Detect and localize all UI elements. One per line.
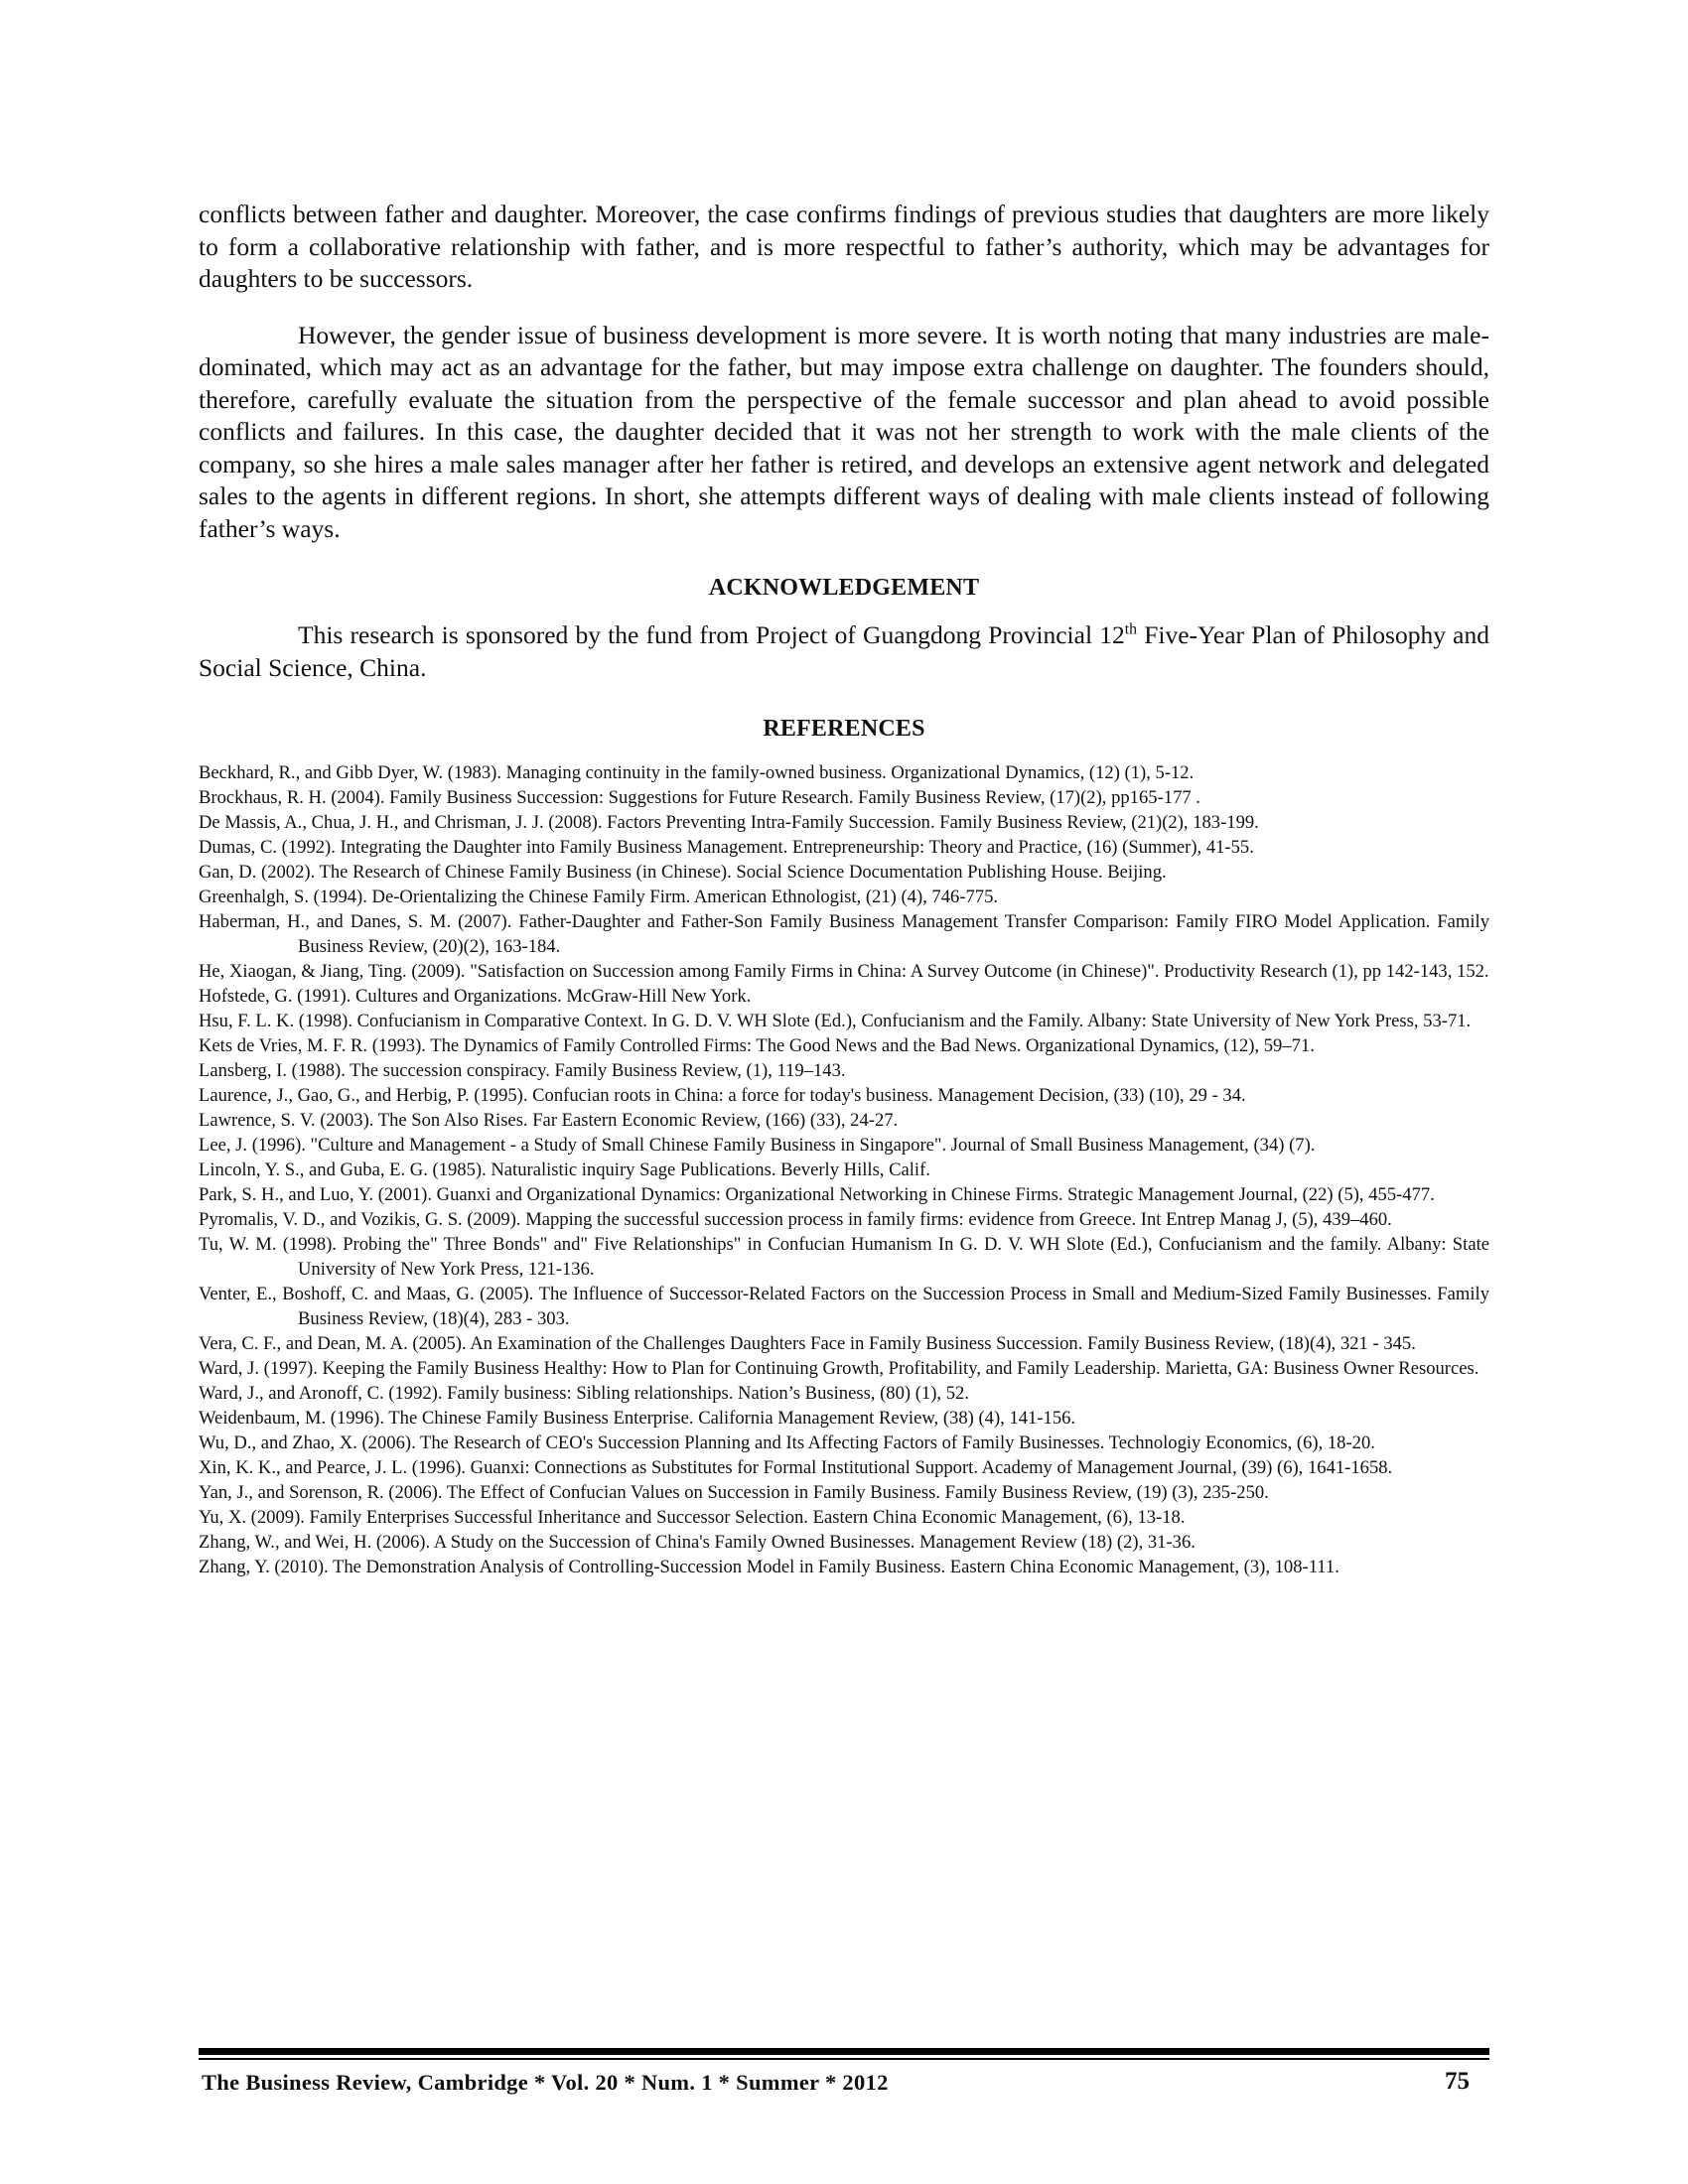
acknowledgement-text-end: Five-Year Plan of Philosophy and Social Science, China.	[199, 620, 1489, 682]
reference-item: Venter, E., Boshoff, C. and Maas, G. (2005). The Influence of Successor-Related Factors on the Succession Process in Small and Medium-Sized Family Businesses. Family Business Review, (18)(4), 283 - 303.	[199, 1284, 1489, 1329]
acknowledgement-heading: ACKNOWLEDGEMENT	[708, 575, 980, 601]
ordinal-superscript: th	[1124, 620, 1138, 638]
reference-item: Greenhalgh, S. (1994). De-Orientalizing the Chinese Family Firm. American Ethnologist, (21) (4), 746-775.	[199, 887, 999, 907]
reference-item: Hsu, F. L. K. (1998). Confucianism in Comparative Context. In G. D. V. WH Slote (Ed.), Confucianism and the Family. Albany: State University of New York Press, 53-71.	[199, 1011, 1472, 1031]
footer-rule	[199, 2048, 1489, 2055]
reference-item: Vera, C. F., and Dean, M. A. (2005). An Examination of the Challenges Daughters Face in Family Business Succession. Family Business Review, (18)(4), 321 - 345.	[199, 1333, 1416, 1354]
reference-item: Wu, D., and Zhao, X. (2006). The Research of CEO's Succession Planning and Its Affecting Factors of Family Businesses. Technologiy Economics, (6), 18-20.	[199, 1433, 1375, 1453]
references-heading: REFERENCES	[763, 716, 925, 742]
footer-rule-thin	[199, 2058, 1489, 2060]
body-paragraph: conflicts between father and daughter. Moreover, the case confirms findings of previous studies that daughters are more likely to form a collaborative relationship with father, and is more respectful to father’s authority, which may be advantages for daughters to be successors.	[199, 200, 1489, 293]
reference-list	[199, 760, 1489, 1579]
reference-item: Yan, J., and Sorenson, R. (2006). The Effect of Confucian Values on Succession in Family Business. Family Business Review, (19) (3), 235-250.	[199, 1482, 1269, 1503]
reference-item: Lincoln, Y. S., and Guba, E. G. (1985). Naturalistic inquiry Sage Publications. Beverly Hills, Calif.	[199, 1160, 930, 1180]
acknowledgement-text-start: This research is sponsored by the fund from Project of Guangdong Provincial 12	[298, 620, 1125, 649]
page-content	[199, 199, 1489, 1579]
body-paragraph: However, the gender issue of business development is more severe. It is worth noting that many industries are male-dominated, which may act as an advantage for the father, but may impose extra challenge on daughter. The founders should, therefore, carefully evaluate the situation from the perspective of the female successor and plan ahead to avoid possible conflicts and failures. In this case, the daughter decided that it was not her strength to work with the male clients of the company, so she hires a male sales manager after her father is retired, and develops an extensive agent network and delegated sales to the agents in different regions. In short, she attempts different ways of dealing with male clients instead of following father’s ways.	[199, 320, 1489, 543]
reference-item: Kets de Vries, M. F. R. (1993). The Dynamics of Family Controlled Firms: The Good News and the Bad News. Organizational Dynamics, (12), 59–71.	[199, 1035, 1315, 1056]
reference-item: Weidenbaum, M. (1996). The Chinese Family Business Enterprise. California Management Review, (38) (4), 141-156.	[199, 1408, 1076, 1429]
reference-item: He, Xiaogan, & Jiang, Ting. (2009). "Satisfaction on Succession among Family Firms in China: A Survey Outcome (in Chinese)". Productivity Research (1), pp 142-143, 152.	[199, 961, 1489, 982]
reference-item: Ward, J. (1997). Keeping the Family Business Healthy: How to Plan for Continuing Growth, Profitability, and Family Leadership. Marietta, GA: Business Owner Resources.	[199, 1358, 1479, 1379]
reference-item: Lee, J. (1996). "Culture and Management - a Study of Small Chinese Family Business in Singapore". Journal of Small Business Management, (34) (7).	[199, 1135, 1316, 1156]
journal-footer: The Business Review, Cambridge * Vol. 20 * Num. 1 * Summer * 2012	[202, 2070, 889, 2095]
reference-item: Lansberg, I. (1988). The succession conspiracy. Family Business Review, (1), 119–143.	[199, 1060, 846, 1081]
reference-item: Yu, X. (2009). Family Enterprises Successful Inheritance and Successor Selection. Eastern China Economic Management, (6), 13-18.	[199, 1507, 1186, 1528]
reference-item: De Massis, A., Chua, J. H., and Chrisman, J. J. (2008). Factors Preventing Intra-Family Succession. Family Business Review, (21)(2), 183-199.	[199, 812, 1259, 833]
reference-item: Brockhaus, R. H. (2004). Family Business Succession: Suggestions for Future Research. Family Business Review, (17)(2), pp165-177 .	[199, 787, 1200, 808]
acknowledgement-text	[199, 619, 1489, 684]
reference-item: Park, S. H., and Luo, Y. (2001). Guanxi and Organizational Dynamics: Organizational Networking in Chinese Firms. Strategic Management Journal, (22) (5), 455-477.	[199, 1184, 1435, 1205]
reference-item: Pyromalis, V. D., and Vozikis, G. S. (2009). Mapping the successful succession process in family firms: evidence from Greece. Int Entrep Manag J, (5), 439–460.	[199, 1209, 1392, 1230]
reference-item: Zhang, W., and Wei, H. (2006). A Study on the Succession of China's Family Owned Businesses. Management Review (18) (2), 31-36.	[199, 1532, 1196, 1553]
reference-item: Gan, D. (2002). The Research of Chinese Family Business (in Chinese). Social Science Documentation Publishing House. Beijing.	[199, 862, 1167, 883]
reference-item: Hofstede, G. (1991). Cultures and Organizations. McGraw-Hill New York.	[199, 986, 752, 1007]
reference-item: Xin, K. K., and Pearce, J. L. (1996). Guanxi: Connections as Substitutes for Formal Institutional Support. Academy of Management Journal, (39) (6), 1641-1658.	[199, 1457, 1393, 1478]
reference-item: Zhang, Y. (2010). The Demonstration Analysis of Controlling-Succession Model in Family Business. Eastern China Economic Management, (3), 108-111.	[199, 1557, 1339, 1577]
reference-item: Haberman, H., and Danes, S. M. (2007). Father-Daughter and Father-Son Family Business Management Transfer Comparison: Family FIRO Model Application. Family Business Review, (20)(2), 163-184.	[199, 911, 1489, 957]
reference-item: Lawrence, S. V. (2003). The Son Also Rises. Far Eastern Economic Review, (166) (33), 24-27.	[199, 1110, 899, 1131]
page-number: 75	[1445, 2068, 1470, 2095]
reference-item: Beckhard, R., and Gibb Dyer, W. (1983). Managing continuity in the family-owned business. Organizational Dynamics, (12) (1), 5-12.	[199, 762, 1195, 783]
reference-item: Dumas, C. (1992). Integrating the Daughter into Family Business Management. Entrepreneurship: Theory and Practice, (16) (Summer), 41-55.	[199, 837, 1254, 858]
reference-item: Tu, W. M. (1998). Probing the" Three Bonds" and" Five Relationships" in Confucian Humanism In G. D. V. WH Slote (Ed.), Confucianism and the family. Albany: State University of New York Press, 121-136.	[199, 1234, 1489, 1280]
reference-item: Ward, J., and Aronoff, C. (1992). Family business: Sibling relationships. Nation’s Business, (80) (1), 52.	[199, 1383, 969, 1404]
reference-item: Laurence, J., Gao, G., and Herbig, P. (1995). Confucian roots in China: a force for today's business. Management Decision, (33) (10), 29 - 34.	[199, 1085, 1246, 1106]
